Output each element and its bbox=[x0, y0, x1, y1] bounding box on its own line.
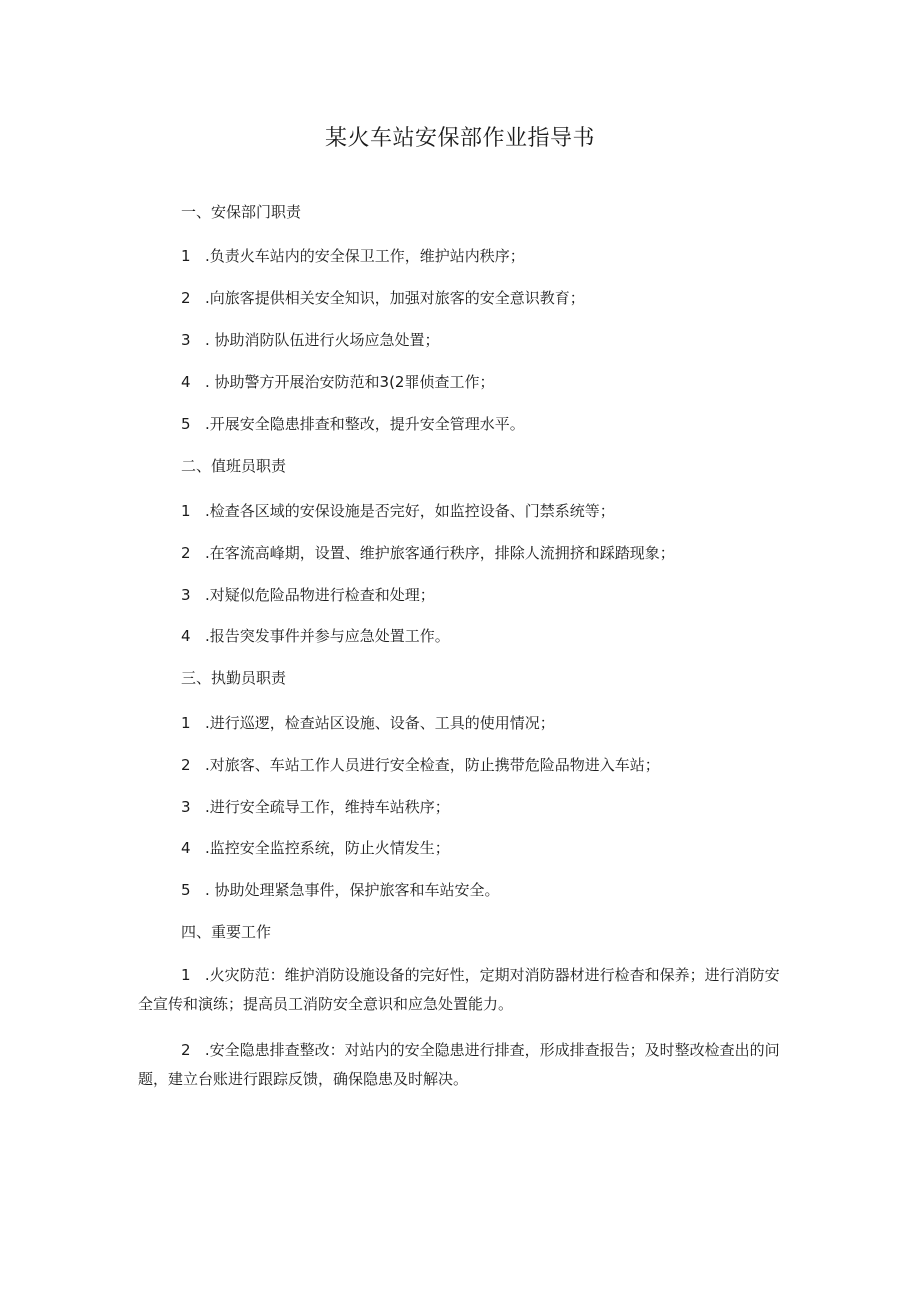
item-number: 1 bbox=[181, 502, 191, 520]
list-item bbox=[181, 288, 585, 308]
list-item bbox=[181, 246, 525, 266]
list-item bbox=[181, 626, 450, 646]
item-number: 1 bbox=[181, 714, 191, 732]
item-text: .报告突发事件并参与应急处置工作。 bbox=[205, 627, 450, 645]
item-text: .对疑似危险品物进行检查和处理； bbox=[205, 586, 435, 604]
item-text: .开展安全隐患排查和整改，提升安全管理水平。 bbox=[205, 415, 525, 433]
section-heading: 二、值班员职责 bbox=[181, 457, 287, 475]
item-number: 2 bbox=[181, 756, 191, 774]
list-item bbox=[181, 713, 555, 733]
list-item bbox=[181, 330, 440, 350]
paragraph-text: .火灾防范：维护消防设施设备的完好性，定期对消防器材进行检杳和保养；进行消防安全宣传和演练；提高员工消防安全意识和应急处置能力。 bbox=[138, 966, 780, 1013]
item-text: .负责火车站内的安全保卫工作，维护站内秩序； bbox=[205, 247, 525, 265]
item-number: 5 bbox=[181, 881, 191, 899]
item-number: 2 bbox=[181, 544, 191, 562]
section-heading: 四、重要工作 bbox=[181, 923, 272, 941]
item-text: .监控安全监控系统，防止火情发生； bbox=[205, 839, 450, 857]
list-item bbox=[181, 501, 615, 521]
item-number: 4 bbox=[181, 373, 191, 391]
item-text: .在客流高峰期，设置、维护旅客通行秩序，排除人流拥挤和踩踏现象； bbox=[205, 544, 675, 562]
item-text: .进行安全疏导工作，维持车站秩序； bbox=[205, 798, 450, 816]
item-text: . 协助处理紧急事件，保护旅客和车站安全。 bbox=[205, 881, 500, 899]
item-number: 3 bbox=[181, 586, 191, 604]
item-number: 5 bbox=[181, 415, 191, 433]
list-item bbox=[181, 797, 450, 817]
item-number: 3 bbox=[181, 331, 191, 349]
list-item bbox=[181, 585, 435, 605]
item-number: 1 bbox=[181, 247, 191, 265]
item-text: .对旅客、车站工作人员进行安全检查，防止携带危险品物进入车站； bbox=[205, 756, 660, 774]
item-number: 4 bbox=[181, 839, 191, 857]
item-text: .检查各区域的安保设施是否完好，如监控设备、门禁系统等； bbox=[205, 502, 615, 520]
item-number: 2 bbox=[181, 1041, 191, 1059]
paragraph bbox=[138, 1036, 786, 1094]
item-number: 4 bbox=[181, 627, 191, 645]
list-item bbox=[181, 838, 450, 858]
section-heading: 三、执勤员职责 bbox=[181, 669, 287, 687]
item-text: . 协助警方开展治安防范和3(2罪侦查工作； bbox=[205, 373, 495, 391]
paragraph-text: .安全隐患排查整改：对站内的安全隐患进行排查，形成排查报告；及时整改检查出的问题，建立台账进行跟踪反馈，确保隐患及时解决。 bbox=[138, 1041, 780, 1088]
paragraph bbox=[138, 961, 786, 1019]
item-number: 1 bbox=[181, 966, 191, 984]
list-item bbox=[181, 543, 675, 563]
item-number: 3 bbox=[181, 798, 191, 816]
item-text: . 协助消防队伍进行火场应急处置； bbox=[205, 331, 440, 349]
document-title: 某火车站安保部作业指导书 bbox=[324, 126, 595, 151]
list-item bbox=[181, 414, 525, 434]
list-item bbox=[181, 372, 494, 392]
list-item bbox=[181, 755, 660, 775]
section-heading: 一、安保部门职责 bbox=[181, 203, 302, 221]
item-text: .进行巡逻，检查站区设施、设备、工具的使用情况； bbox=[205, 714, 555, 732]
item-number: 2 bbox=[181, 289, 191, 307]
item-text: .向旅客提供相关安全知识，加强对旅客的安全意识教育； bbox=[205, 289, 585, 307]
list-item bbox=[181, 880, 500, 900]
